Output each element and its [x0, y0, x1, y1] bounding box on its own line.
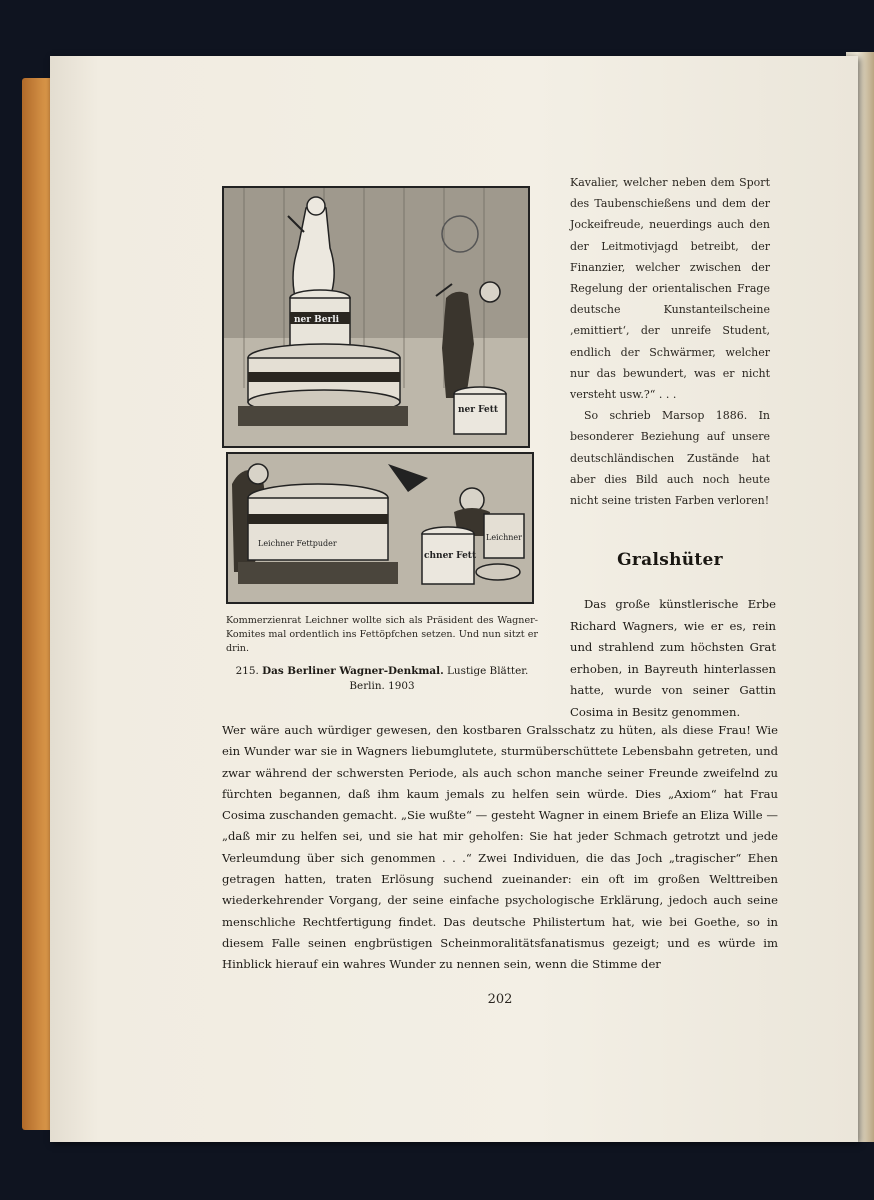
illustration-top-panel: [222, 186, 530, 448]
bottom-pot-label: chner Fett: [424, 551, 477, 561]
body-paragraph: Wer wäre auch würdiger gewesen, den kostbaren Gralsschatz zu hüten, als diese Frau! Wie ein Wunder war sie in Wagners liebumglutete, sturmüberschüttete Lebensbahn getreten, und zwar während der schwersten Periode, als auch schon manche seiner Freunde zweifelnd zu fürchten begannen, daß ihm kaum jemals zu helfen sein würde. Dies „Axiom“ hat Frau Cosima zuschanden gemacht. „Sie wußte“ — gesteht Wagner in einem Briefe an Eliza Wille — „daß mir zu helfen sei, und sie hat mir geholfen: Sie hat jeder Schmach getrotzt und jede Verleumdung über sich genommen . . .“ Zwei Individuen, die das Joch „tragischer“ Ehen getragen hatten, traten Erlösung suchend zueinander: ein oft im großen Welttreiben wiederkehrender Vorgang, der seine einfache psychologische Erklärung, jedoch auch seine menschliche Rechtfertigung findet. Das deutsche Philistertum hat, wie bei Goethe, so in diesem Falle seinen engbrüstigen Scheinmoralitätsfanatismus gezeigt; und es würde im Hinblick hierauf ein wahres Wunder zu nennen sein, wenn die Stimme der: [222, 723, 778, 972]
main-body-text: [222, 720, 778, 976]
right-paragraph-2: So schrieb Marsop 1886. In besonderer Beziehung auf unsere deutschländischen Zustände hat aber dies Bild auch noch heute nicht seine tristen Farben verloren!: [570, 409, 770, 508]
section-intro-column: [570, 594, 776, 724]
bottom-pot2-label: Leichner: [486, 533, 522, 542]
cartoon-fettpot-drawing: [228, 454, 532, 602]
figure-number: 215.: [235, 665, 259, 677]
top-pot-label: ner Fett: [458, 405, 499, 415]
bottom-box-label: Leichner Fettpuder: [258, 539, 337, 548]
illustration-bottom-panel: [226, 452, 534, 604]
figure-source: Lustige Blätter. Berlin. 1903: [349, 665, 529, 692]
section-intro: Das große künstlerische Erbe Richard Wagners, wie er es, rein und strahlend zum höchsten Grat erhoben, in Bayreuth hinterlassen hatte, wurde von seiner Gattin Cosima in Besitz genommen.: [570, 597, 776, 719]
figure-title-line: [226, 664, 538, 694]
cartoon-monument-drawing: [224, 188, 528, 446]
section-heading: Gralshüter: [617, 550, 723, 570]
top-box-label: ner Berli: [294, 315, 340, 325]
figure-title: Das Berliner Wagner-Denkmal.: [262, 665, 444, 677]
right-column-text: [570, 172, 770, 511]
right-paragraph-1: Kavalier, welcher neben dem Sport des Taubenschießens und dem der Jockeifreude, neuerdings auch den der Leitmotivjagd betreibt, der Finanzier, welcher zwischen der Regelung der orientalischen Frage deutsche Kunstanteilscheine ‚emittiert‘, der unreife Student, endlich der Schwärmer, welcher nur das bewundert, was er nicht versteht usw.?“ . . .: [570, 176, 770, 402]
figure-caption: Kommerzienrat Leichner wollte sich als Präsident des Wagner-Komites mal ordentlich ins Fettöpfchen setzen. Und nun sitzt er drin.: [226, 615, 538, 654]
page-number: 202: [487, 992, 513, 1007]
